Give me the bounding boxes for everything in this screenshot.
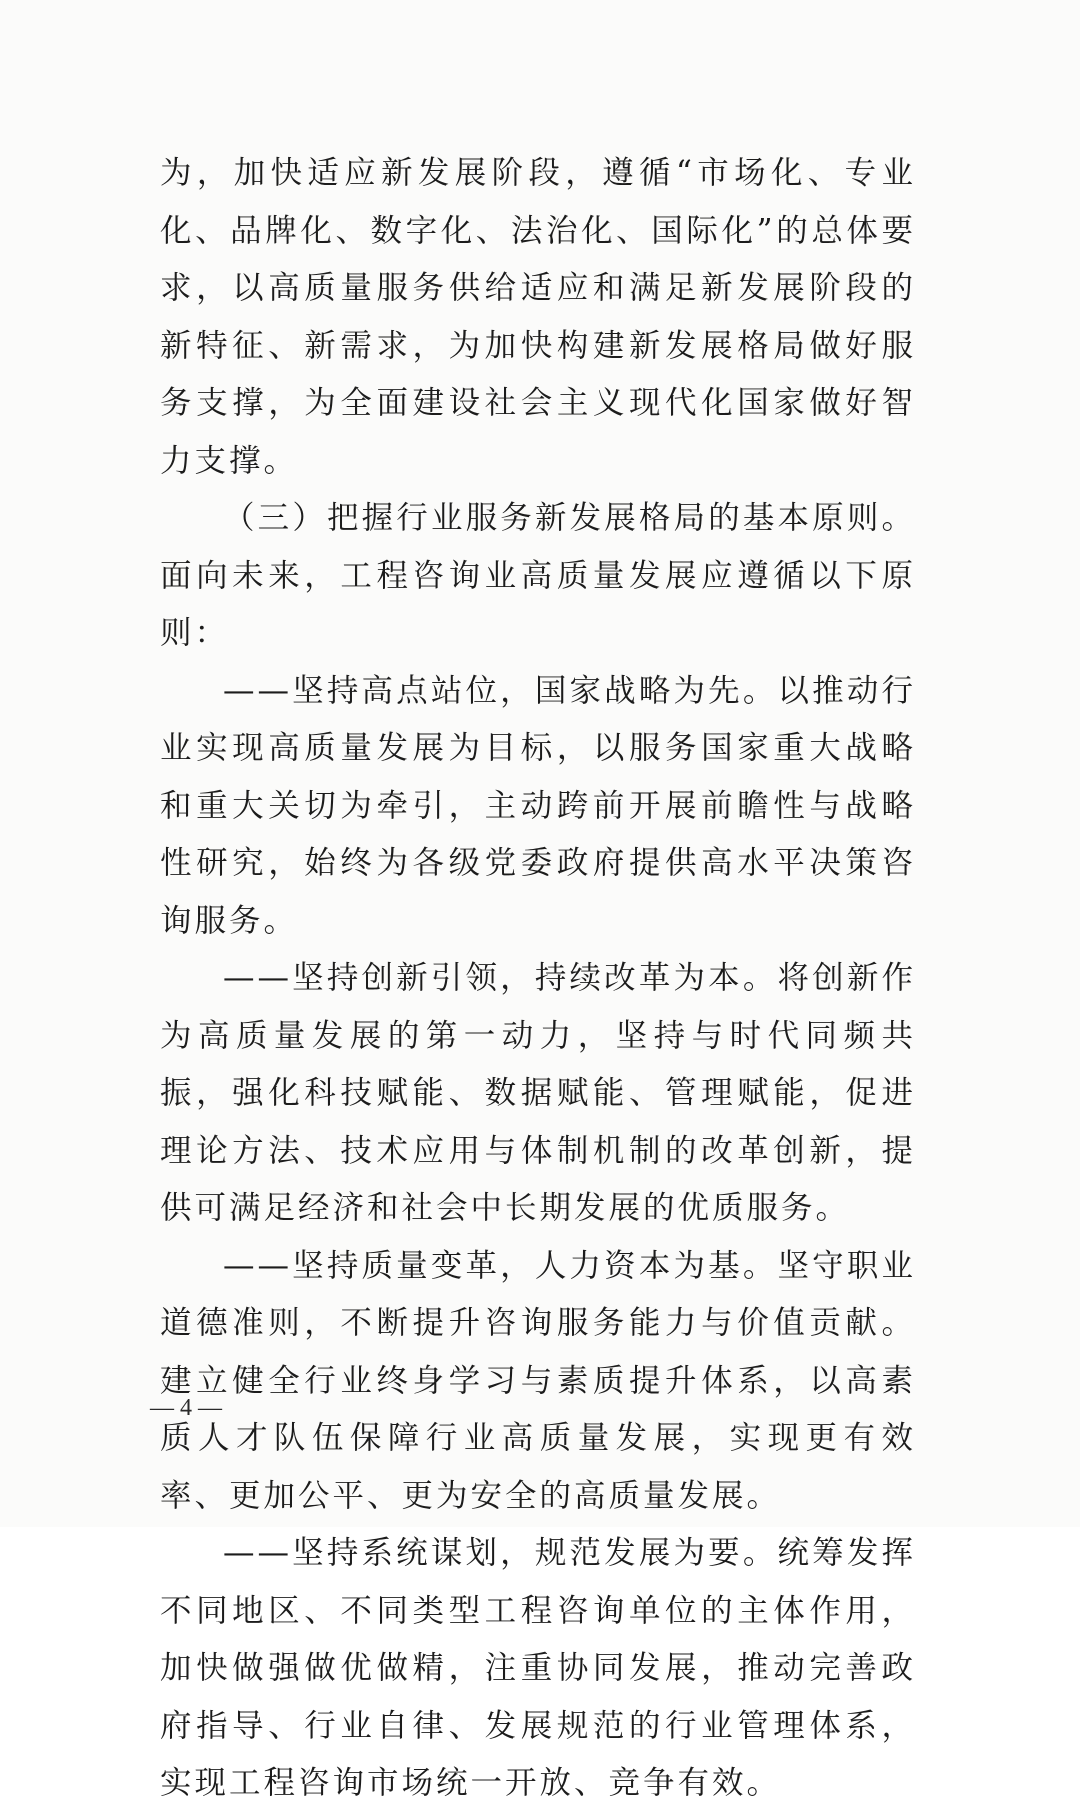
- paragraph-principle-quality: ——坚持质量变革，人力资本为基。坚守职业道德准则，不断提升咨询服务能力与价值贡献。建立健全行业终身学习与素质提升体系，以高素质人才队伍保障行业高质量发展，实现更有效率、更加公平、更为安全的高质量发展。: [160, 1247, 916, 1514]
- document-body: [160, 145, 916, 1813]
- paragraph-principle-system-planning: ——坚持系统谋划，规范发展为要。统筹发挥不同地区、不同类型工程咨询单位的主体作用，加快做强做优做精，注重协同发展，推动完善政府指导、行业自律、发展规范的行业管理体系，实现工程咨询市场统一开放、竞争有效。: [160, 1535, 916, 1801]
- paragraph-basic-principles-heading: （三）把握行业服务新发展格局的基本原则。面向未来，工程咨询业高质量发展应遵循以下原则：: [160, 500, 916, 651]
- paragraph-principle-innovation: ——坚持创新引领，持续改革为本。将创新作为高质量发展的第一动力，坚持与时代同频共振，强化科技赋能、数据赋能、管理赋能，促进理论方法、技术应用与体制机制的改革创新，提供可满足经济和社会中长期发展的优质服务。: [160, 960, 916, 1226]
- paragraph-continuation: 为，加快适应新发展阶段，遵循“市场化、专业化、品牌化、数字化、法治化、国际化”的总体要求，以高质量服务供给适应和满足新发展阶段的新特征、新需求，为加快构建新发展格局做好服务支撑，为全面建设社会主义现代化国家做好智力支撑。: [160, 155, 916, 479]
- paragraph-principle-national-strategy: ——坚持高点站位，国家战略为先。以推动行业实现高质量发展为目标，以服务国家重大战略和重大关切为牵引，主动跨前开展前瞻性与战略性研究，始终为各级党委政府提供高水平决策咨询服务。: [160, 672, 916, 939]
- page-number: — 4 —: [150, 1395, 222, 1421]
